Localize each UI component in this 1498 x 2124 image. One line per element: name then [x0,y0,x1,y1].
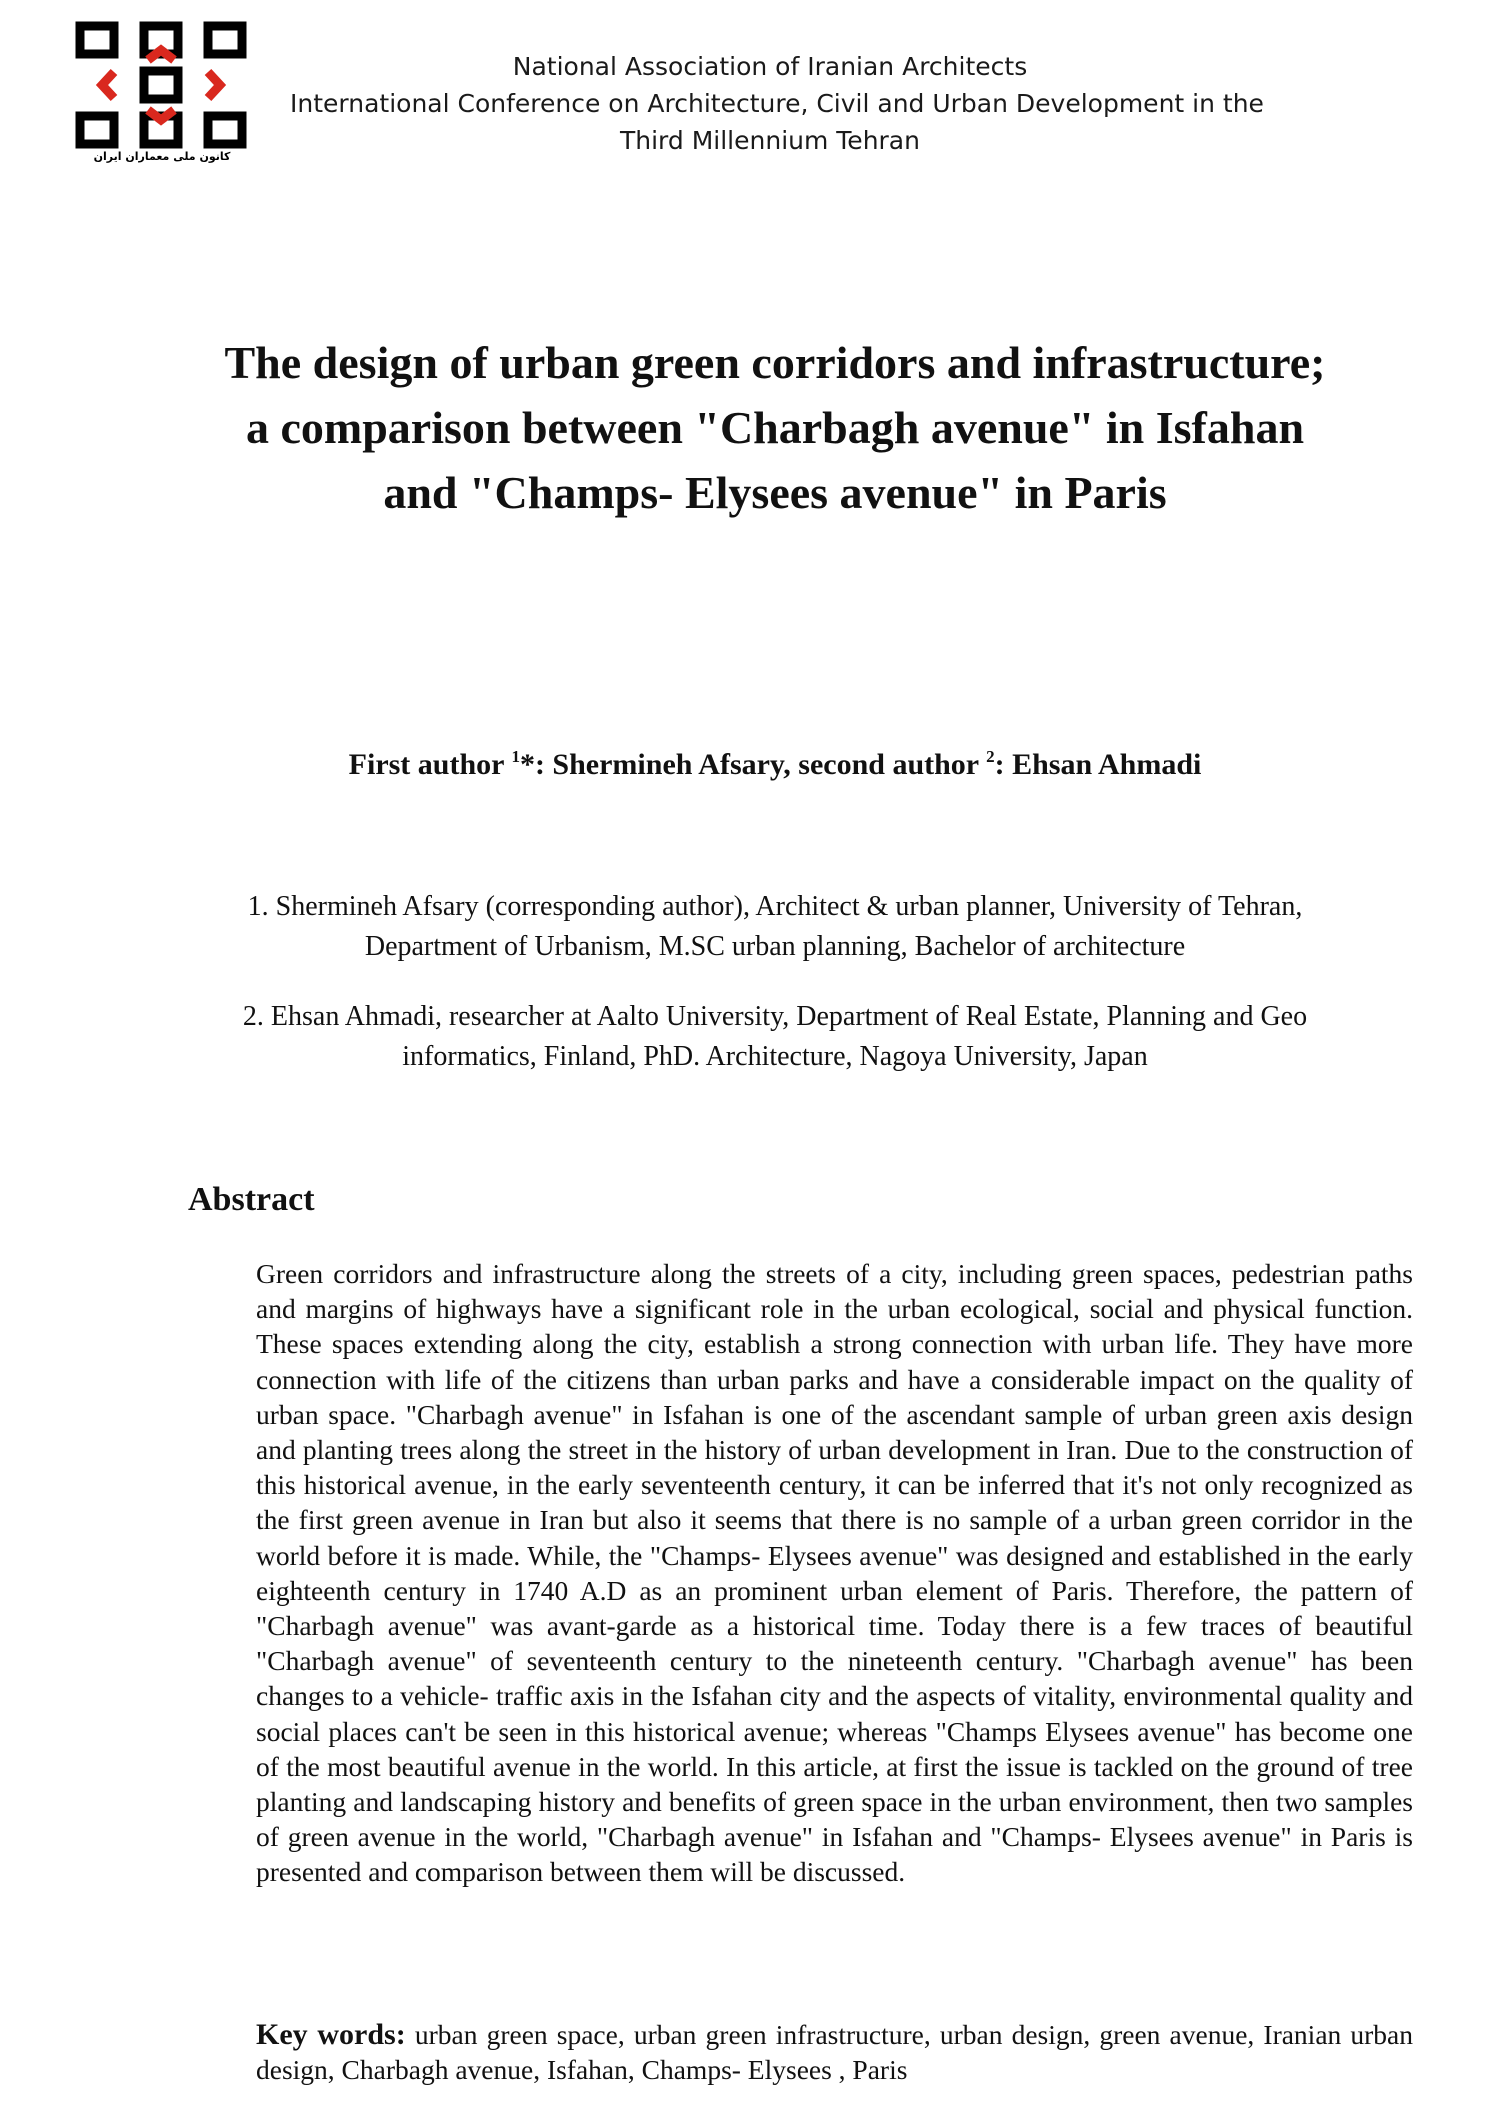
title-line-1: The design of urban green corridors and infrastructure; [224,337,1326,388]
author-line [100,745,1450,785]
first-author-name: *: Shermineh Afsary, second author [519,748,987,781]
conference-name-line-1: International Conference on Architecture, Civil and Urban Development in the [290,89,1264,118]
first-author-superscript: 1 [511,747,520,766]
title-line-2: a comparison between "Charbagh avenue" in Isfahan [245,402,1305,453]
affiliation-1 [100,887,1450,967]
conference-name-line-2: Third Millennium Tehran [620,126,920,155]
affiliation-2-line-2: informatics, Finland, PhD. Architecture, Nagoya University, Japan [402,1041,1148,1072]
logo-caption: کانون ملی معماران ایران [93,150,231,163]
conference-header [290,48,1264,159]
logo-square-top-right [208,26,242,54]
second-author-name: : Ehsan Ahmadi [994,748,1202,781]
affiliation-1-line-2: Department of Urbanism, M.SC urban planning, Bachelor of architecture [364,931,1186,962]
abstract-text: Green corridors and infrastructure along the streets of a city, including green spaces, pedestrian paths and margins of highways have a significant role in the urban ecological, social and physical function. These spaces extending along the city, establish a strong connection with urban life. They have more connection with life of the citizens than urban parks and have a considerable impact on the quality of urban space. "Charbagh avenue" in Isfahan is one of the ascendant sample of urban green axis design and planting trees along the street in the history of urban development in Iran. Due to the construction of this historical avenue, in the early seventeenth century, it can be inferred that it's not only recognized as the first green avenue in Iran but also it seems that there is no sample of a urban green corridor in the world before it is made. While, the "Champs- Elysees avenue" was designed and established in the early eighteenth century in 1740 A.D as an prominent urban element of Paris. Therefore, the pattern of "Charbagh avenue" was avant-garde as a historical time. Today there is a few traces of beautiful "Charbagh avenue" of seventeenth century to the nineteenth century. "Charbagh avenue" has been changes to a vehicle- traffic axis in the Isfahan city and the aspects of vitality, environmental quality and social places can't be seen in this historical avenue; whereas "Champs Elysees avenue" has become one of the most beautiful avenue in the world. In this article, at first the issue is tackled on the ground of tree planting and landscaping history and benefits of green space in the urban environment, then two samples of green avenue in the world, "Charbagh avenue" in Isfahan and "Champs- Elysees avenue" in Paris is presented and comparison between them will be discussed. [256,1258,1413,1888]
logo-grid-icon [74,20,250,150]
organization-name: National Association of Iranian Architects [512,52,1028,81]
affiliation-2 [100,997,1450,1077]
keywords-label: Key words: [256,2018,406,2051]
abstract-heading: Abstract [188,1181,315,1218]
logo-arrow-left-icon [102,72,114,98]
second-author-superscript: 2 [986,747,995,766]
keywords [256,2017,1413,2087]
paper-title [100,330,1450,525]
affiliation-1-line-1: 1. Shermineh Afsary (corresponding author), Architect & urban planner, University of Tehran, [247,891,1303,922]
logo-square-center [144,71,178,99]
title-line-3: and "Champs- Elysees avenue" in Paris [383,467,1167,518]
logo-square-top-left [80,26,114,54]
logo-square-bottom-left [80,116,114,144]
logo-arrow-right-icon [208,72,220,98]
logo-square-bottom-right [208,116,242,144]
affiliation-2-line-1: 2. Ehsan Ahmadi, researcher at Aalto University, Department of Real Estate, Planning and Geo [242,1001,1308,1032]
conference-logo [74,20,250,166]
keywords-text: urban green space, urban green infrastructure, urban design, green avenue, Iranian urban design, Charbagh avenue, Isfahan, Champs- Elysees , Paris [256,2019,1414,2086]
first-author-label: First author [348,748,512,781]
